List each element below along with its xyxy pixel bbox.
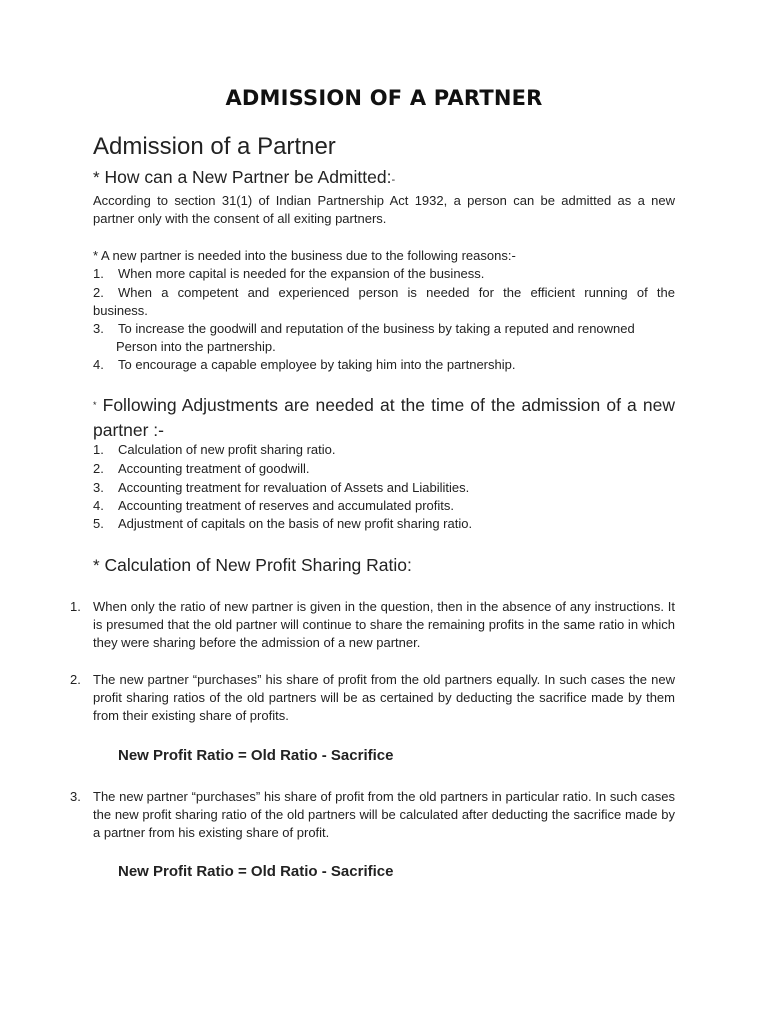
- reason-text: To encourage a capable employee by taking him into the partnership.: [118, 357, 516, 372]
- adjustment-number: 3.: [93, 480, 104, 495]
- adjustment-text: Accounting treatment of reserves and accumulated profits.: [118, 498, 455, 513]
- calc-number: 2.: [70, 672, 81, 687]
- adjustment-text: Calculation of new profit sharing ratio.: [118, 442, 336, 457]
- adjustment-item-1: [93, 441, 675, 459]
- reason-number: 3.: [93, 321, 104, 336]
- reason-number: 1.: [93, 266, 104, 281]
- bullet-star: *: [93, 400, 97, 410]
- reason-item-3-continued: Person into the partnership.: [116, 339, 276, 354]
- reason-item-2-continued: business.: [93, 303, 148, 318]
- calc-item-3: [70, 788, 675, 842]
- adjustment-item-5: [93, 515, 675, 533]
- calc-item-1: [70, 598, 675, 652]
- adjustment-text: Accounting treatment of goodwill.: [118, 461, 310, 476]
- reason-text-line1: When a competent and experienced person is needed for the efficient running of the: [118, 285, 675, 300]
- calc-number: 1.: [70, 599, 81, 614]
- adjustment-item-4: [93, 497, 675, 515]
- adjustment-number: 5.: [93, 516, 104, 531]
- adjustments-heading-text: Following Adjustments are needed at the time of the admission of a new partner :-: [93, 395, 675, 440]
- adjustment-item-2: [93, 460, 675, 478]
- reason-number: 4.: [93, 357, 104, 372]
- calc-text: When only the ratio of new partner is given in the question, then in the absence of any instructions. It is presumed that the old partner will continue to share the remaining profits in the same ratio in which they were sharing before the admission of a new partner.: [93, 599, 675, 650]
- heading-dash: -: [391, 174, 396, 186]
- formula-new-profit-ratio-2: New Profit Ratio = Old Ratio - Sacrifice: [118, 863, 394, 880]
- adjustment-number: 1.: [93, 442, 104, 457]
- reason-number: 2.: [93, 285, 104, 300]
- calc-text: The new partner “purchases” his share of profit from the old partners in particular ratio. In such cases the new profit sharing ratio of the old partners will be calculated after deducting the sacrifice made by a partner from his existing share of profit.: [93, 789, 675, 840]
- bullet-star: *: [93, 168, 100, 187]
- calc-heading: [93, 555, 412, 576]
- reason-item-2: [93, 284, 675, 302]
- calc-item-2: [70, 671, 675, 725]
- bullet-star: *: [93, 556, 100, 575]
- adjustment-text: Accounting treatment for revaluation of Assets and Liabilities.: [118, 480, 470, 495]
- reason-text-line1: To increase the goodwill and reputation of the business by taking a reputed and renowned: [118, 321, 635, 336]
- section-31-paragraph: According to section 31(1) of Indian Partnership Act 1932, a person can be admitted as a new partner only with the consent of all exiting partners.: [93, 193, 675, 226]
- adjustments-heading: [93, 393, 675, 443]
- formula-new-profit-ratio: New Profit Ratio = Old Ratio - Sacrifice: [118, 747, 394, 764]
- adjustment-number: 2.: [93, 461, 104, 476]
- reason-text: When more capital is needed for the expansion of the business.: [118, 266, 485, 281]
- reason-item-3: [93, 320, 675, 338]
- adjustment-text: Adjustment of capitals on the basis of new profit sharing ratio.: [118, 516, 473, 531]
- reason-item-1: [93, 265, 675, 283]
- adjustment-number: 4.: [93, 498, 104, 513]
- main-heading: Admission of a Partner: [93, 133, 336, 160]
- adjustment-item-3: [93, 479, 675, 497]
- calc-text: The new partner “purchases” his share of profit from the old partners equally. In such cases the new profit sharing ratios of the old partners will be as certained by deducting the sacrifice made by them from their existing share of profits.: [93, 672, 675, 723]
- calc-number: 3.: [70, 789, 81, 804]
- reasons-intro: * A new partner is needed into the business due to the following reasons:-: [93, 248, 516, 263]
- reason-item-4: [93, 356, 675, 374]
- how-admitted-heading: [93, 167, 395, 188]
- calc-heading-text: Calculation of New Profit Sharing Ratio:: [104, 555, 412, 575]
- document-title: ADMISSION OF A PARTNER: [225, 86, 543, 110]
- how-admitted-heading-text: How can a New Partner be Admitted:: [104, 167, 392, 187]
